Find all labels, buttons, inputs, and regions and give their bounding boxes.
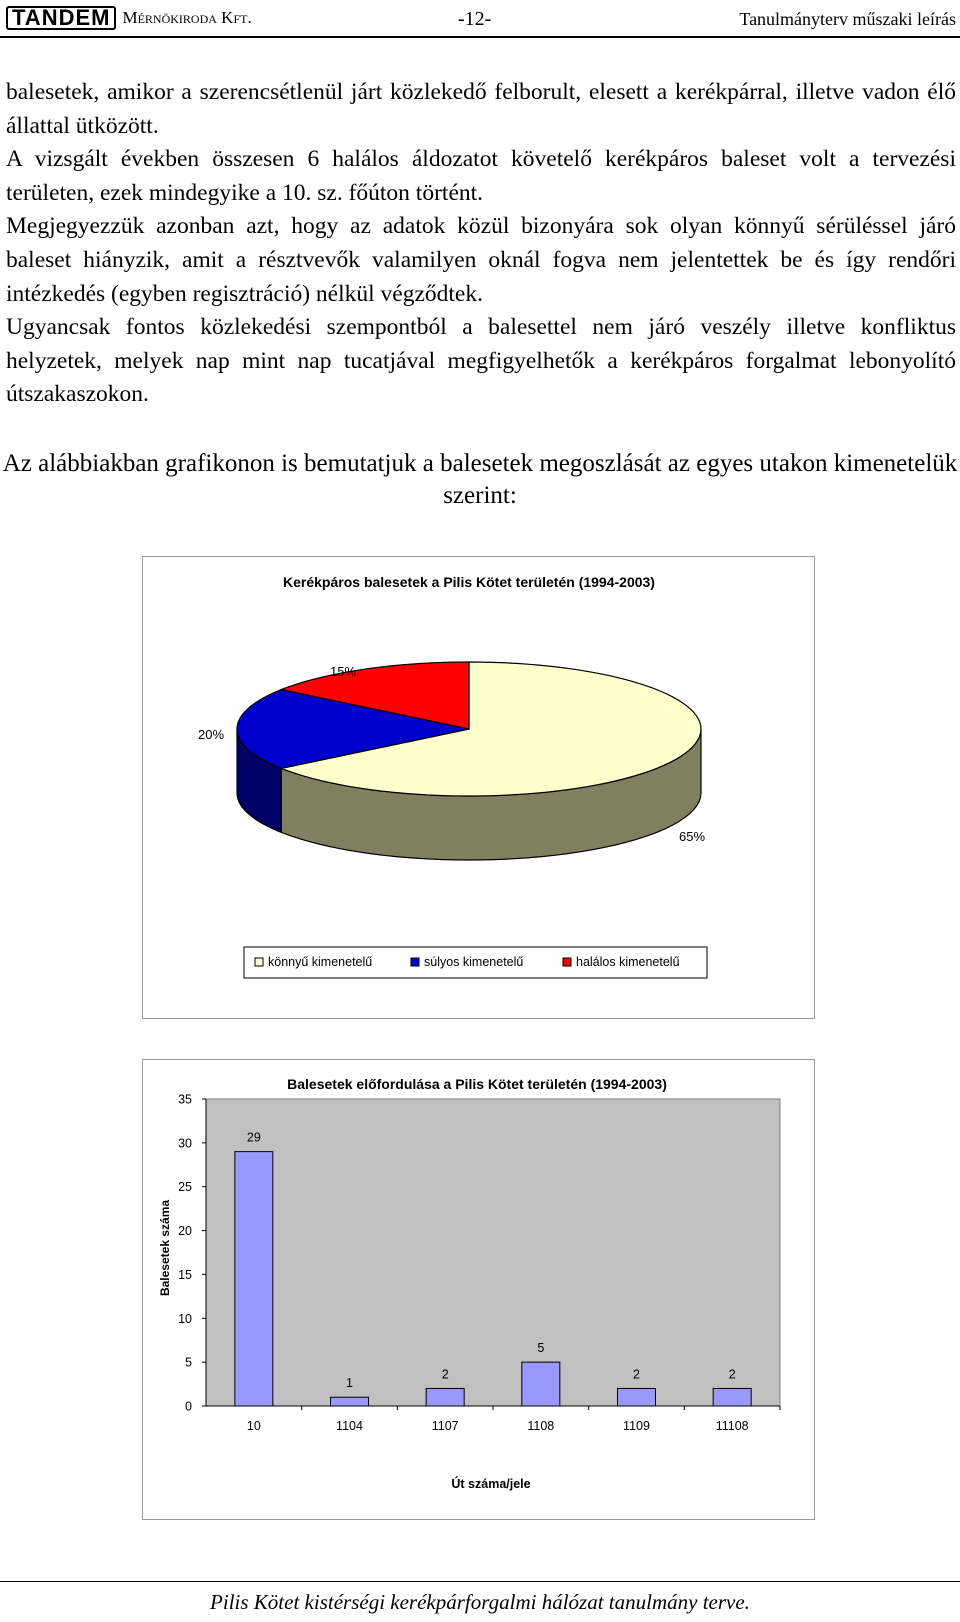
legend-swatch-halalos [563, 958, 571, 966]
x-tick-label: 1104 [336, 1419, 363, 1433]
document-type: Tanulmányterv műszaki leírás [739, 9, 956, 29]
pie-plot [237, 662, 701, 860]
bar-10 [235, 1152, 273, 1406]
bar-chart-svg [143, 1060, 814, 1519]
page-footer: Pilis Kötet kistérségi kerékpárforgalmi hálózat tanulmány terve. [210, 1590, 750, 1614]
paragraph: A vizsgált években összesen 6 halálos áldozatot követelő kerékpáros baleset volt a tervezési területen, ezek mindegyike a 10. sz. főúton történt. [6, 146, 956, 206]
page-number: -12- [458, 8, 492, 30]
bar-11108 [713, 1388, 751, 1406]
pie-chart-title: Kerékpáros balesetek a Pilis Kötet területén (1994-2003) [283, 574, 655, 590]
company-name: Mérnökiroda Kft. [122, 8, 252, 27]
bar-chart [142, 1059, 815, 1520]
bar-data-label: 2 [633, 1367, 640, 1382]
y-tick-label: 0 [185, 1399, 192, 1414]
x-tick-label: 10 [246, 1419, 261, 1433]
legend-label-sulyos: súlyos kimenetelű [424, 955, 524, 969]
y-tick-label: 30 [178, 1136, 192, 1151]
y-tick-label: 10 [178, 1311, 192, 1326]
bar-data-label: 2 [728, 1367, 736, 1382]
bar-1107 [426, 1388, 464, 1406]
x-tick-label: 1109 [623, 1419, 650, 1433]
y-axis-label: Balesetek száma [158, 1199, 172, 1297]
bar-chart-title: Balesetek előfordulása a Pilis Kötet területén (1994-2003) [287, 1076, 667, 1092]
paragraph: Megjegyezzük azonban azt, hogy az adatok közül bizonyára sok olyan könnyű sérüléssel járó baleset hiányzik, amit a résztvevők valamilyen oknál fogva nem jelentettek be és így rendőri intézkedés (egyben regisztráció) nélkül végződtek. [6, 213, 956, 307]
footer-rule [0, 1581, 960, 1582]
legend-swatch-sulyos [411, 958, 419, 966]
x-axis-label: Út száma/jele [451, 1477, 531, 1491]
bar-data-label: 2 [441, 1367, 449, 1382]
pie-label-konnyu: 65% [678, 829, 706, 844]
pie-chart [142, 556, 815, 1019]
bar-data-label: 5 [537, 1341, 545, 1356]
y-tick-label: 35 [178, 1092, 192, 1107]
y-tick-label: 25 [178, 1180, 192, 1195]
x-tick-label: 1108 [527, 1419, 555, 1433]
bar-1104 [331, 1397, 369, 1406]
bar-data-label: 1 [346, 1376, 353, 1391]
company-logo [6, 6, 252, 30]
paragraph: balesetek, amikor a szerencsétlenül járt közlekedő felborult, elesett a kerékpárral, illetve vadon élő állattal ütközött. [6, 79, 956, 139]
body-text [6, 76, 956, 412]
pie-legend [244, 947, 707, 978]
bar-data-label: 29 [246, 1130, 261, 1145]
y-tick-label: 20 [178, 1224, 192, 1239]
paragraph: Ugyancsak fontos közlekedési szempontból a balesettel nem járó veszély illetve konfliktus helyzetek, melyek nap mint nap tucatjával megfigyelhetők a kerékpáros forgalmat lebonyolító útszakaszokon. [6, 314, 956, 408]
plot-area [206, 1099, 780, 1406]
legend-label-konnyu: könnyű kimenetelű [268, 955, 373, 969]
pie-label-sulyos: 20% [197, 727, 225, 742]
bar-1108 [522, 1362, 560, 1406]
chart-intro: Az alábbiakban grafikonon is bemutatjuk a balesetek megoszlását az egyes utakon kimenetelük szerint: [2, 450, 958, 509]
page-header [0, 0, 960, 38]
bar-plot [178, 1093, 780, 1434]
y-tick-label: 15 [178, 1267, 192, 1282]
y-tick-label: 5 [185, 1355, 192, 1370]
legend-swatch-konnyu [255, 958, 263, 966]
x-tick-label: 1107 [431, 1419, 459, 1433]
pie-chart-svg [143, 557, 814, 1018]
pie-label-halalos: 15% [329, 664, 357, 679]
bar-1109 [618, 1388, 656, 1406]
x-tick-label: 11108 [715, 1419, 749, 1433]
logo-wordmark: TANDEM [6, 6, 116, 30]
legend-label-halalos: halálos kimenetelű [576, 955, 680, 969]
